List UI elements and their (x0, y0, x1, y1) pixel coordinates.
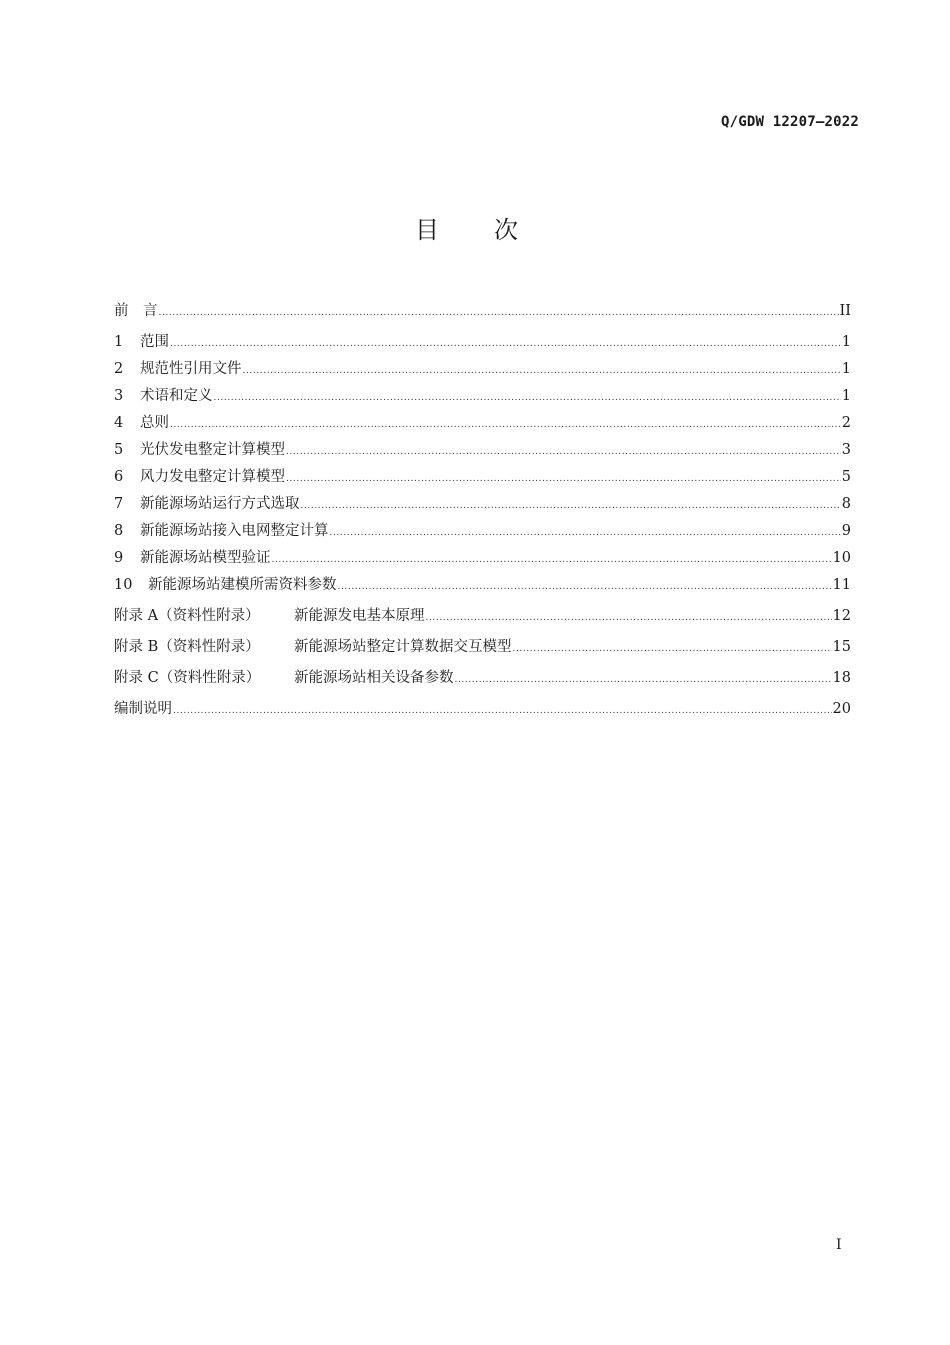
toc-entry-number: 4 (114, 415, 124, 431)
toc-entry-label: 新能源场站建模所需资料参数 (148, 577, 337, 593)
document-code: Q/GDW 12207—2022 (720, 114, 859, 130)
toc-entry-3[interactable] (114, 386, 851, 406)
toc-entry-number: 附录 A（资料性附录） (114, 608, 260, 624)
toc-entry-number: 5 (114, 442, 124, 458)
toc-leader-dots (214, 386, 841, 408)
toc-entry-label: 规范性引用文件 (140, 361, 242, 377)
toc-entry-page: 1 (841, 388, 851, 404)
toc-leader-dots (301, 494, 841, 516)
toc-entry-number: 2 (114, 361, 124, 377)
toc-entry-label: 编制说明 (114, 701, 172, 717)
toc-entry-appendix-a[interactable] (114, 606, 851, 626)
toc-entry-page: 5 (841, 469, 851, 485)
toc-title: 目次 (415, 216, 573, 244)
toc-entry-4[interactable] (114, 413, 851, 433)
toc-entry-label: 范围 (140, 334, 169, 350)
toc-entry-page: 3 (841, 442, 851, 458)
toc-entry-9[interactable] (114, 548, 851, 568)
toc-entry-5[interactable] (114, 440, 851, 460)
toc-leader-dots (338, 575, 832, 597)
toc-entry-foreword[interactable] (114, 301, 851, 321)
toc-entry-number: 7 (114, 496, 124, 512)
toc-leader-dots (173, 699, 832, 721)
toc-leader-dots (170, 413, 841, 435)
toc-leader-dots (243, 359, 841, 381)
page-number: I (836, 1237, 842, 1253)
toc-entry-10[interactable] (114, 575, 851, 595)
toc-entry-8[interactable] (114, 521, 851, 541)
toc-entry-compilation-notes[interactable] (114, 699, 851, 719)
toc-entry-page: 9 (841, 523, 851, 539)
toc-entry-page: 1 (841, 334, 851, 350)
toc-entry-label: 光伏发电整定计算模型 (140, 442, 285, 458)
toc-entry-label: 新能源场站模型验证 (140, 550, 271, 566)
toc-entry-number: 10 (114, 577, 133, 593)
toc-leader-dots (272, 548, 832, 570)
toc-entry-number: 1 (114, 334, 124, 350)
toc-entry-label: 新能源场站相关设备参数 (294, 670, 454, 686)
toc-entry-page: 15 (832, 639, 851, 655)
toc-entry-label: 新能源场站整定计算数据交互模型 (294, 639, 512, 655)
toc-entry-label: 前 言 (114, 303, 158, 319)
toc-entry-number: 9 (114, 550, 124, 566)
toc-entry-7[interactable] (114, 494, 851, 514)
toc-leader-dots (426, 606, 832, 628)
toc-leader-dots (286, 467, 841, 489)
toc-entry-label: 风力发电整定计算模型 (140, 469, 285, 485)
toc-entry-label: 新能源发电基本原理 (294, 608, 425, 624)
toc-entry-page: 8 (841, 496, 851, 512)
toc-entry-page: 11 (832, 577, 851, 593)
toc-leader-dots (513, 637, 832, 659)
toc-entry-page: 2 (841, 415, 851, 431)
toc-entry-1[interactable] (114, 332, 851, 352)
toc-entry-number: 3 (114, 388, 124, 404)
toc-leader-dots (286, 440, 841, 462)
toc-leader-dots (455, 668, 832, 690)
toc-entry-page: 20 (832, 701, 851, 717)
toc-entry-label: 新能源场站接入电网整定计算 (140, 523, 329, 539)
toc-entry-label: 术语和定义 (140, 388, 213, 404)
toc-entry-page: II (839, 303, 851, 319)
toc-entry-label: 总则 (140, 415, 169, 431)
toc-entry-label: 新能源场站运行方式选取 (140, 496, 300, 512)
toc-entry-page: 12 (832, 608, 851, 624)
toc-entry-number: 附录 C（资料性附录） (114, 670, 261, 686)
toc-entry-number: 8 (114, 523, 124, 539)
toc-entry-number: 附录 B（资料性附录） (114, 639, 260, 655)
toc-entry-appendix-b[interactable] (114, 637, 851, 657)
toc-entry-page: 10 (832, 550, 851, 566)
toc-entry-appendix-c[interactable] (114, 668, 851, 688)
toc-entry-2[interactable] (114, 359, 851, 379)
toc-entry-6[interactable] (114, 467, 851, 487)
toc-entry-page: 18 (832, 670, 851, 686)
toc-leader-dots (159, 301, 839, 323)
toc-leader-dots (170, 332, 841, 354)
toc-entry-page: 1 (841, 361, 851, 377)
toc-entry-number: 6 (114, 469, 124, 485)
toc-leader-dots (330, 521, 841, 543)
